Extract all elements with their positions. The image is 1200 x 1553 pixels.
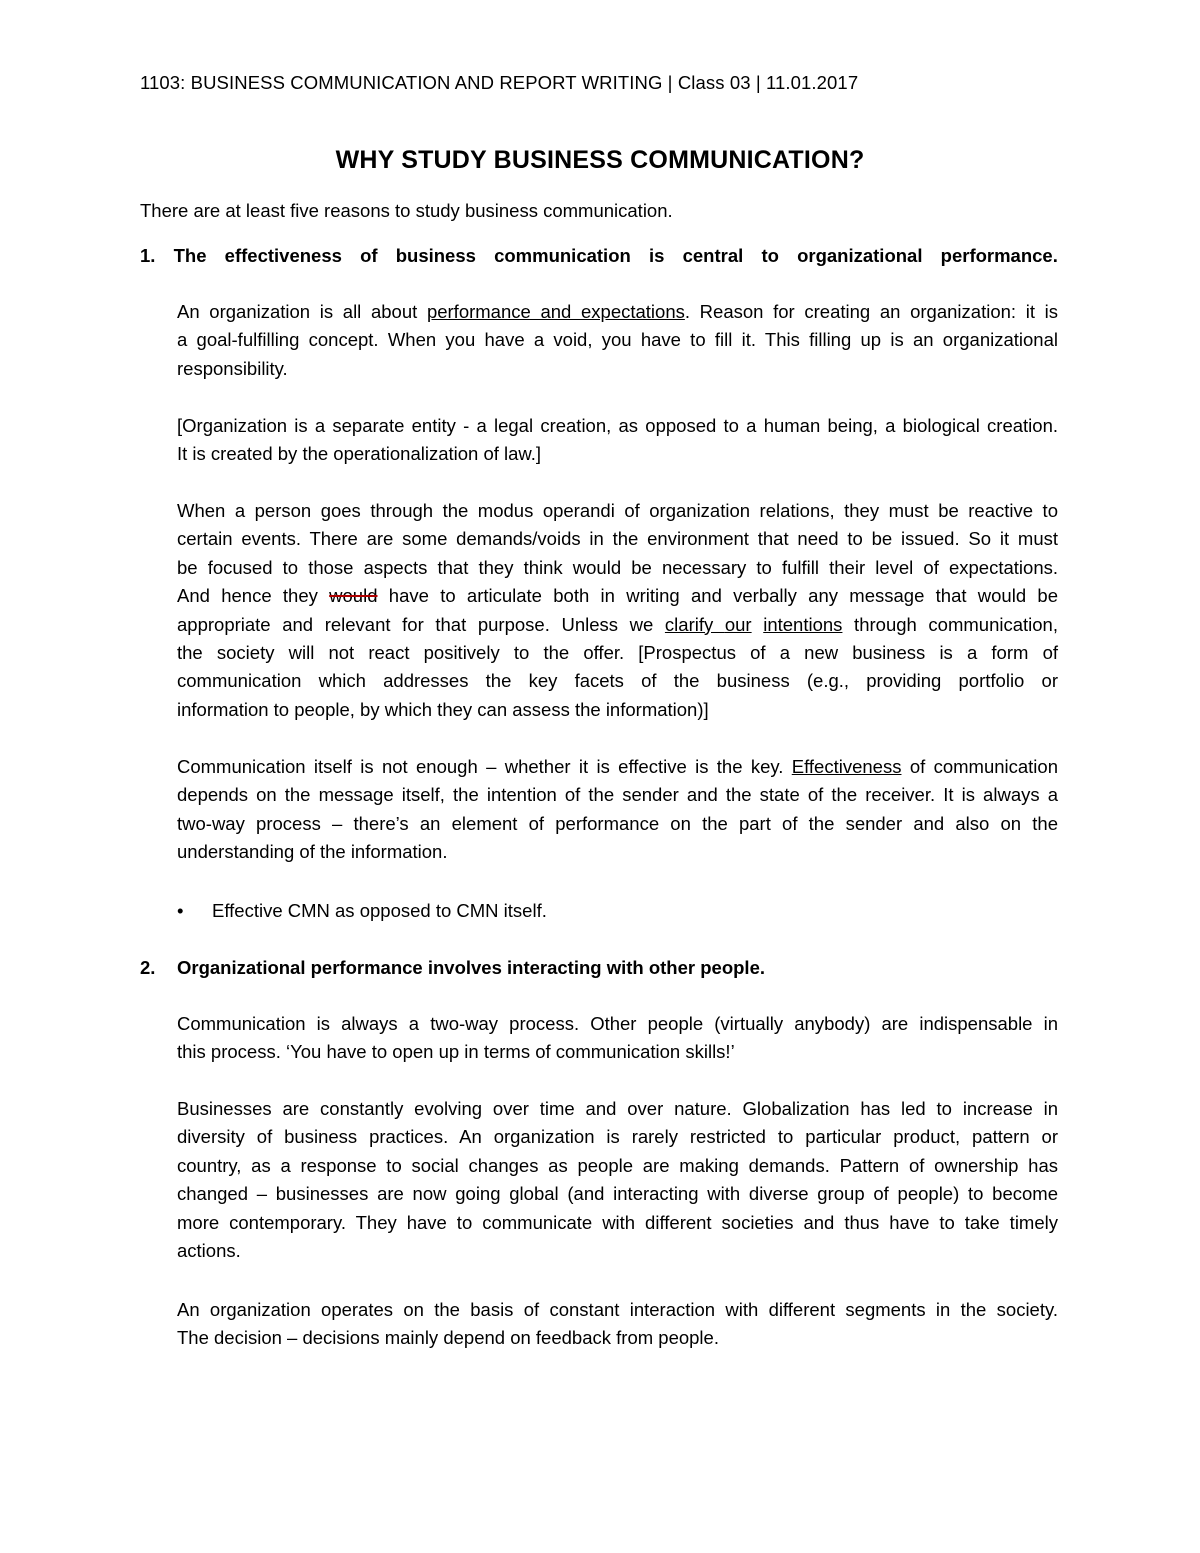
- text-line: changed – businesses are now going global (and interacting with diverse group of people) to become: [177, 1183, 1058, 1205]
- text-run: . Reason for creating an organization: it is: [684, 301, 1058, 322]
- section-2-paragraph-2: [177, 1095, 1058, 1265]
- text-line: this process. ‘You have to open up in terms of communication skills!’: [177, 1041, 735, 1063]
- heading-word: communication: [494, 245, 631, 266]
- text-run: through communication,: [842, 613, 1058, 635]
- heading-word: is: [648, 245, 665, 266]
- underlined-text: Effectiveness: [791, 756, 902, 777]
- text-line: The decision – decisions mainly depend on feedback from people.: [177, 1327, 719, 1349]
- intro-text: There are at least five reasons to study business communication.: [140, 200, 673, 221]
- text-line: depends on the message itself, the intention of the sender and the state of the receiver. It is always a: [177, 784, 1058, 806]
- text-line: understanding of the information.: [177, 841, 448, 863]
- text-line: It is created by the operationalization of law.]: [177, 443, 542, 465]
- text-line: responsibility.: [177, 357, 288, 379]
- heading-word: organizational: [797, 245, 923, 266]
- text-line: the society will not react positively to the offer. [Prospectus of a new business is a form of: [177, 641, 1058, 663]
- text-line: [177, 753, 1058, 781]
- section-1-paragraph-4: [177, 753, 1058, 867]
- text-line: [177, 298, 1058, 326]
- text-run: appropriate and relevant for that purpose. Unless we: [177, 613, 665, 635]
- heading-word: effectiveness: [224, 245, 342, 266]
- section-1-paragraph-2: [177, 412, 1058, 469]
- text-line: Businesses are constantly evolving over time and over nature. Globalization has led to increase in: [177, 1098, 1058, 1119]
- text-line: more contemporary. They have to communicate with different societies and thus have to take timely: [177, 1211, 1058, 1233]
- text-line: information to people, by which they can assess the information)]: [177, 698, 709, 720]
- text-line: country, as a response to social changes as people are making demands. Pattern of ownership has: [177, 1154, 1058, 1176]
- text-line: a goal-fulfilling concept. When you have a void, you have to fill it. This filling up is an organizational: [177, 329, 1058, 351]
- section-2-number: 2.: [140, 957, 156, 978]
- heading-word: The: [173, 245, 207, 266]
- text-line: Communication is always a two-way process. Other people (virtually anybody) are indispensable in: [177, 1013, 1058, 1034]
- section-1-heading: [140, 245, 1058, 267]
- section-2-heading: [140, 957, 1058, 979]
- section-2-paragraph-3: [177, 1296, 1058, 1353]
- text-line: actions.: [177, 1239, 241, 1261]
- underlined-text: our: [724, 613, 752, 635]
- heading-word: to: [761, 245, 779, 266]
- bullet-icon: •: [177, 900, 184, 921]
- text-run: [752, 614, 764, 635]
- text-line: diversity of business practices. An organization is rarely restricted to particular product, pattern or: [177, 1126, 1058, 1148]
- bullet-item: [177, 900, 547, 922]
- page-header: 1103: BUSINESS COMMUNICATION AND REPORT WRITING | Class 03 | 11.01.2017: [140, 72, 859, 93]
- text-line: be focused to those aspects that they think would be necessary to fulfill their level of expectations.: [177, 556, 1058, 578]
- heading-word: central: [682, 245, 744, 266]
- section-1-number: 1.: [140, 245, 156, 266]
- underlined-text: intentions: [763, 613, 843, 635]
- text-line: [177, 611, 1058, 639]
- heading-word: of: [360, 245, 378, 266]
- text-run: And hence they: [177, 585, 330, 607]
- page-title: WHY STUDY BUSINESS COMMUNICATION?: [335, 146, 865, 174]
- text-run: Communication itself is not enough – whether it is effective is the key.: [177, 756, 792, 777]
- text-line: certain events. There are some demands/voids in the environment that need to be issued. So it must: [177, 528, 1058, 550]
- text-line: two-way process – there’s an element of performance on the part of the sender and also on the: [177, 812, 1058, 834]
- underlined-text: performance and expectations: [426, 301, 685, 322]
- text-run: An organization is all about: [177, 301, 427, 322]
- text-line: [177, 582, 1058, 610]
- underlined-text: clarify: [664, 613, 725, 635]
- section-2-paragraph-1: [177, 1010, 1058, 1067]
- struck-text: would: [329, 585, 378, 607]
- text-line: communication which addresses the key facets of the business (e.g., providing portfolio or: [177, 670, 1058, 692]
- text-line: [Organization is a separate entity - a legal creation, as opposed to a human being, a biological creation.: [177, 415, 1058, 436]
- text-run: have to articulate both in writing and verbally any message that would be: [377, 585, 1058, 607]
- bullet-text: Effective CMN as opposed to CMN itself.: [212, 900, 547, 921]
- text-line: When a person goes through the modus operandi of organization relations, they must be reactive to: [177, 500, 1058, 521]
- heading-word: business: [395, 245, 476, 266]
- section-1-paragraph-1: [177, 298, 1058, 383]
- text-run: of communication: [901, 756, 1058, 777]
- heading-word: performance.: [940, 245, 1058, 266]
- section-1-paragraph-3: [177, 497, 1058, 724]
- section-2-heading-text: Organizational performance involves interacting with other people.: [177, 957, 765, 978]
- text-line: An organization operates on the basis of constant interaction with different segments in the society.: [177, 1299, 1058, 1320]
